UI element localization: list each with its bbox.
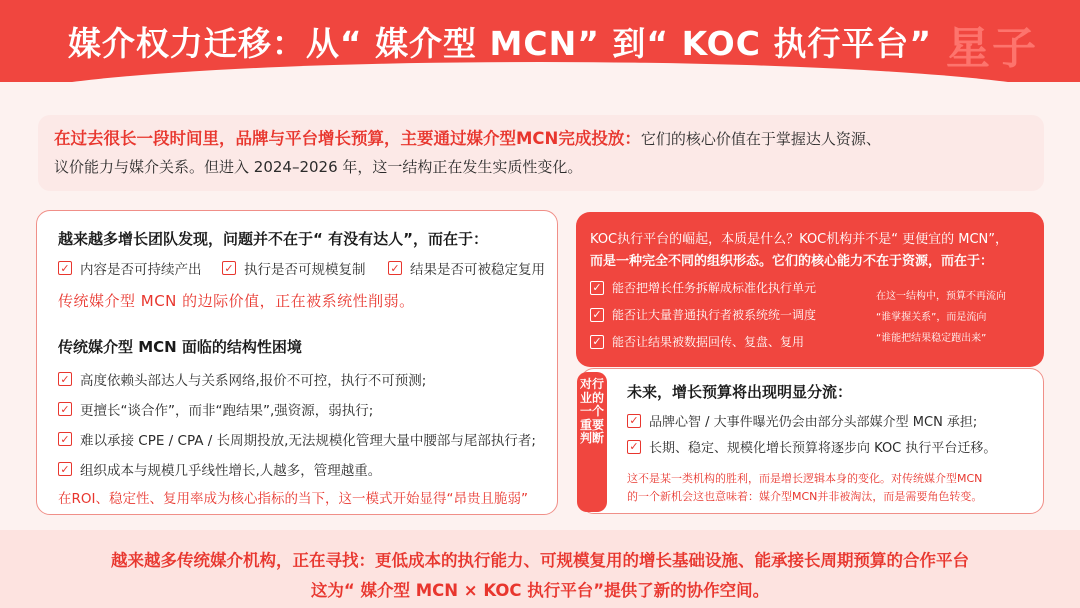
problem-label: 组织成本与规模几乎线性增长,人越多，管理越重。 [80,463,382,479]
note-line: 在这一结构中，预算不再流向 [876,291,1006,302]
check-label: 结果是否可被稳定复用 [410,262,545,278]
checkbox-icon: ✓ [58,402,72,416]
checkbox-icon: ✓ [58,261,72,275]
ability-label: 能否让大量普通执行者被系统统一调度 [612,308,817,322]
left-heading-2: 传统媒介型 MCN 面临的结构性困境 [58,338,302,356]
checkbox-icon: ✓ [58,462,72,476]
checkbox-icon: ✓ [58,432,72,446]
right-heading-2: 而是一种完全不同的组织形态。它们的核心能力不在于资源，而在于： [590,254,994,269]
checkbox-icon: ✓ [590,335,604,349]
left-heading: 越来越多增长团队发现，问题并不在于“ 有没有达人”，而在于： [58,230,488,248]
problem-item [58,369,426,389]
right-note [876,286,1006,349]
footer-line-1: 越来越多传统媒介机构，正在寻找：更低成本的执行能力、可规模复用的增长基础设施、能承接长周期预算的合作平台 [111,551,969,570]
check-item [58,258,202,278]
judgment-side-tab: 对行业的一个重要判断 [577,372,607,512]
ability-label: 能否把增长任务拆解成标准化执行单元 [612,281,817,295]
checkbox-icon: ✓ [388,261,402,275]
note-line: “谁能把结果稳定跑出来” [876,333,987,344]
intro-rest-1: 它们的核心价值在于掌握达人资源、 [640,130,881,148]
ability-item [590,279,816,296]
marginal-value-text: 传统媒介型 MCN 的边际价值，正在被系统性削弱。 [58,292,415,310]
judgment-note-1: 这不是某一类机构的胜利，而是增长逻辑本身的变化。对传统媒介型MCN [627,472,983,485]
checkbox-icon: ✓ [58,372,72,386]
problem-label: 更擅长“谈合作”，而非“跑结果”,强资源，弱执行; [80,403,374,419]
checkbox-icon: ✓ [222,261,236,275]
checkbox-icon: ✓ [590,281,604,295]
left-conclusion: 在ROI、稳定性、复用率成为核心指标的当下，这一模式开始显得“昂贵且脆弱” [58,491,528,507]
problem-label: 难以承接 CPE / CPA / 长周期投放,无法规模化管理大量中腰部与尾部执行者; [80,433,536,449]
judgment-item [627,411,977,430]
checkbox-icon: ✓ [627,414,641,428]
judgment-note-2: 的一个新机会这也意味着：媒介型MCN并非被淘汰，而是需要角色转变。 [627,490,983,503]
check-item [222,258,366,278]
page-title: 媒介权力迁移：从“ 媒介型 MCN” 到“ KOC 执行平台” [67,24,933,63]
intro-emphasis: 在过去很长一段时间里，品牌与平台增长预算，主要通过媒介型MCN完成投放： [54,129,641,148]
check-item [388,258,545,278]
problem-item [58,459,381,479]
watermark-logo: 星子 [946,23,1038,74]
check-label: 执行是否可规模复制 [244,262,366,278]
judgment-label: 长期、稳定、规模化增长预算将逐步向 KOC 执行平台迁移。 [649,441,997,456]
checkbox-icon: ✓ [590,308,604,322]
ability-item [590,333,804,350]
problem-item [58,399,373,419]
judgment-heading: 未来，增长预算将出现明显分流： [627,383,853,401]
judgment-label: 品牌心智 / 大事件曝光仍会由部分头部媒介型 MCN 承担; [649,415,978,430]
problem-label: 高度依赖头部达人与关系网络,报价不可控，执行不可预测; [80,373,427,389]
checkbox-icon: ✓ [627,440,641,454]
intro-rest-2: 议价能力与媒介关系。但进入 2024–2026 年，这一结构正在发生实质性变化。 [54,158,583,176]
judgment-item [627,437,996,456]
ability-item [590,306,816,323]
right-heading-1: KOC执行平台的崛起，本质是什么？KOC机构并不是“ 更便宜的 MCN”， [590,232,1008,247]
check-label: 内容是否可持续产出 [80,262,202,278]
problem-item [58,429,536,449]
intro-box [38,115,1044,191]
note-line: “谁掌握关系”，而是流向 [876,312,987,323]
footer-line-2: 这为“ 媒介型 MCN × KOC 执行平台”提供了新的协作空间。 [310,581,770,600]
ability-label: 能否让结果被数据回传、复盘、复用 [612,335,805,349]
